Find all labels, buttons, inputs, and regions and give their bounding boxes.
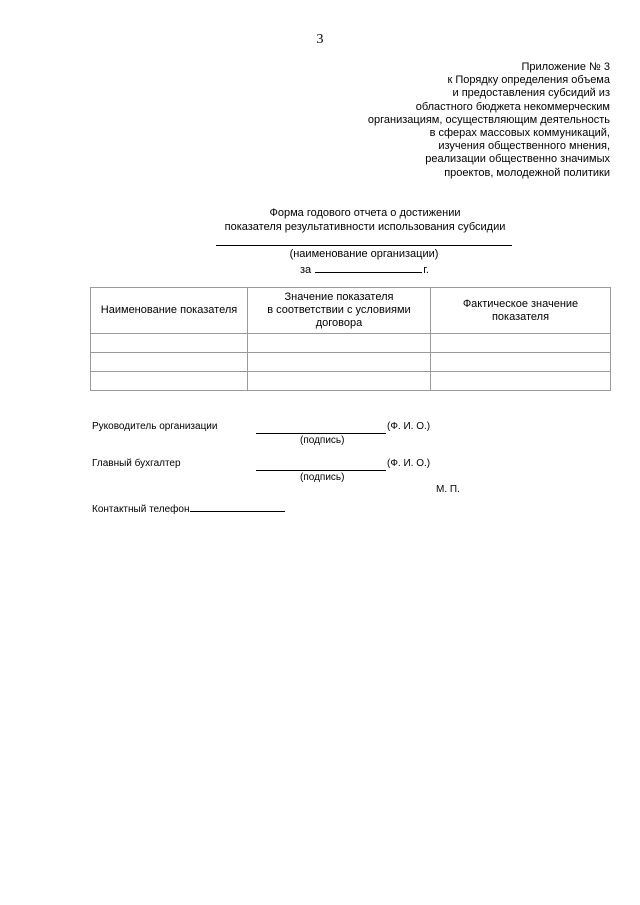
head-fio-caption: (Ф. И. О.)	[387, 421, 431, 432]
stamp-place: М. П.	[436, 484, 460, 495]
table-cell[interactable]	[431, 334, 611, 353]
accountant-fio-caption: (Ф. И. О.)	[387, 458, 431, 469]
head-label: Руководитель организации	[92, 421, 218, 432]
period-prefix: за	[300, 264, 312, 276]
period-suffix: г.	[423, 264, 429, 276]
phone-label: Контактный телефон	[92, 504, 190, 515]
table-cell[interactable]	[91, 353, 248, 372]
table-cell[interactable]	[431, 353, 611, 372]
head-signature-caption: (подпись)	[300, 435, 345, 446]
table-row	[91, 334, 611, 353]
column-header-indicator-name	[91, 288, 248, 334]
appendix-line: и предоставления субсидий из	[452, 87, 610, 100]
appendix-line: организациям, осуществляющим деятельность	[367, 113, 610, 126]
phone-blank[interactable]	[190, 501, 285, 512]
table-cell[interactable]	[431, 372, 611, 391]
page-number: 3	[316, 32, 324, 47]
header-line: Фактическое значение	[462, 297, 579, 310]
appendix-line: к Порядку определения объема	[447, 74, 610, 87]
table-cell[interactable]	[91, 334, 248, 353]
accountant-label: Главный бухгалтер	[92, 458, 181, 469]
report-period	[300, 262, 429, 276]
table-cell[interactable]	[248, 334, 431, 353]
indicators-table	[90, 287, 611, 391]
header-line: Наименование показателя	[100, 304, 238, 316]
appendix-line: изучения общественного мнения,	[438, 140, 610, 153]
form-title-line1: Форма годового отчета о достижении	[269, 207, 461, 219]
accountant-signature-line[interactable]	[256, 470, 386, 471]
column-header-actual-value	[431, 288, 611, 334]
table-row	[91, 372, 611, 391]
contact-phone	[92, 501, 285, 515]
head-signature-line[interactable]	[256, 433, 386, 434]
table-cell[interactable]	[248, 372, 431, 391]
form-title	[200, 207, 530, 234]
header-line: показателя	[491, 310, 550, 323]
appendix-header	[310, 61, 610, 180]
table-header-row	[91, 288, 611, 334]
column-header-target-value	[248, 288, 431, 334]
header-line: Значение показателя	[284, 291, 394, 303]
organization-name-line[interactable]	[216, 245, 512, 246]
form-title-line2: показателя результативности использования субсидии	[224, 220, 506, 233]
appendix-line: областного бюджета некоммерческим	[415, 100, 610, 113]
header-line: договора	[315, 317, 363, 329]
organization-name-caption: (наименование организации)	[289, 248, 439, 260]
table-cell[interactable]	[91, 372, 248, 391]
table-cell[interactable]	[248, 353, 431, 372]
appendix-line: реализации общественно значимых	[425, 153, 610, 166]
table-row	[91, 353, 611, 372]
header-line: в соответствии с условиями	[267, 304, 411, 316]
appendix-line: в сферах массовых коммуникаций,	[429, 127, 610, 140]
appendix-line: Приложение № 3	[521, 61, 610, 73]
period-year-blank[interactable]	[315, 262, 422, 273]
appendix-line: проектов, молодежной политики	[444, 166, 610, 179]
accountant-signature-caption: (подпись)	[300, 472, 345, 483]
